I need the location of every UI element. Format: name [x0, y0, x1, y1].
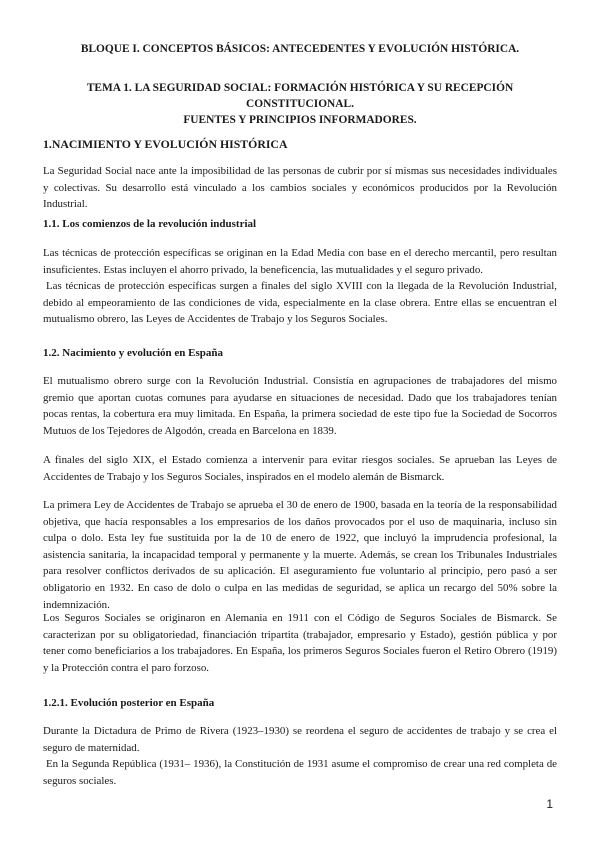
section-1-2-paragraph-3: La primera Ley de Accidentes de Trabajo se aprueba el 30 de enero de 1900, basada en la teoría de la responsabilidad objetiva, que hacía responsables a los empresarios de los daños provocados por el uso de maquinaria, incluso sin culpa o dolo. Esta ley fue sustituida por la de 10 de enero de 1922, que incluyó la imprudencia profesional, la asistencia sanitaria, la incapacidad temporal y permanente y la muerte. Además, se crean los Tribunales Industriales para resolver conflictos derivados de su aplicación. El aseguramiento fue voluntario al principio, pero pasó a ser obligatorio en 1932. En caso de dolo o culpa en las medidas de seguridad, se aplica un recargo del 50% sobre la indemnización. [43, 499, 557, 611]
page-number: 1 [546, 797, 553, 811]
section-1-2-paragraph-2: A finales del siglo XIX, el Estado comienza a intervenir para evitar riesgos sociales. Se aprueban las Leyes de Accidentes de Trabajo y los Seguros Sociales, inspirados en el modelo alemán de Bismarck. [43, 454, 557, 483]
section-1-2-paragraph-1: El mutualismo obrero surge con la Revolución Industrial. Consistía en agrupaciones de trabajadores del mismo gremio que aportan cuotas comunes para ayudarse en situaciones de necesidad. Dado que los trabajadores tenían pocas rentas, la cobertura era muy limitada. En España, la primera sociedad de este tipo fue la Sociedad de Socorros Mutuos de los Tejedores de Algodón, creada en Barcelona en 1839. [43, 375, 557, 437]
section-1-2-1-heading: 1.2.1. Evolución posterior en España [43, 697, 215, 709]
section-1-1-paragraph-2: Las técnicas de protección específicas surgen a finales del siglo XVIII con la llegada de la Revolución Industrial, debido al empeoramiento de las condiciones de vida, especialmente en la clase obrera. Entre ellas se encuentran el mutualismo obrero, las Leyes de Accidentes de Trabajo y los Seguros Sociales. [43, 280, 557, 326]
section-1-2-1-paragraph-1: Durante la Dictadura de Primo de Rivera (1923–1930) se reordena el seguro de accidentes de trabajo y se crea el seguro de maternidad. [43, 725, 557, 754]
tema-title-line1: TEMA 1. LA SEGURIDAD SOCIAL: FORMACIÓN HISTÓRICA Y SU RECEPCIÓN CONSTITUCIONAL. [86, 82, 514, 110]
block-title: BLOQUE I. CONCEPTOS BÁSICOS: ANTECEDENTES Y EVOLUCIÓN HISTÓRICA. [80, 43, 520, 55]
section-1-1-heading: 1.1. Los comienzos de la revolución industrial [43, 218, 257, 230]
section-1-2-paragraph-4: Los Seguros Sociales se originaron en Alemania en 1911 con el Código de Seguros Sociales de Bismarck. Se caracterizan por su obligatoriedad, financiación tripartita (trabajador, empresario y Estado), gestión pública y por tener como beneficiarios a los trabajadores. En España, los primeros Seguros Sociales fueron el Retiro Obrero (1919) y la Protección contra el paro forzoso. [43, 612, 557, 674]
section-1-2-1-paragraph-2: En la Segunda República (1931– 1936), la Constitución de 1931 asume el compromiso de crear una red completa de seguros sociales. [43, 758, 557, 787]
section-1-heading: 1.NACIMIENTO Y EVOLUCIÓN HISTÓRICA [43, 137, 288, 151]
tema-title-line2: FUENTES Y PRINCIPIOS INFORMADORES. [183, 114, 417, 126]
section-1-intro: La Seguridad Social nace ante la imposibilidad de las personas de cubrir por sí mismas sus necesidades individuales y colectivas. Su desarrollo está vinculado a los cambios sociales y económicos producidos por la Revolución Industrial. [43, 165, 557, 211]
tema-title [40, 80, 560, 128]
section-1-2-heading: 1.2. Nacimiento y evolución en España [43, 347, 223, 359]
section-1-1-paragraph-1: Las técnicas de protección específicas se originan en la Edad Media con base en el derecho mercantil, pero resultan insuficientes. Estas incluyen el ahorro privado, la beneficencia, las mutualidades y el seguro privado. [43, 247, 557, 276]
